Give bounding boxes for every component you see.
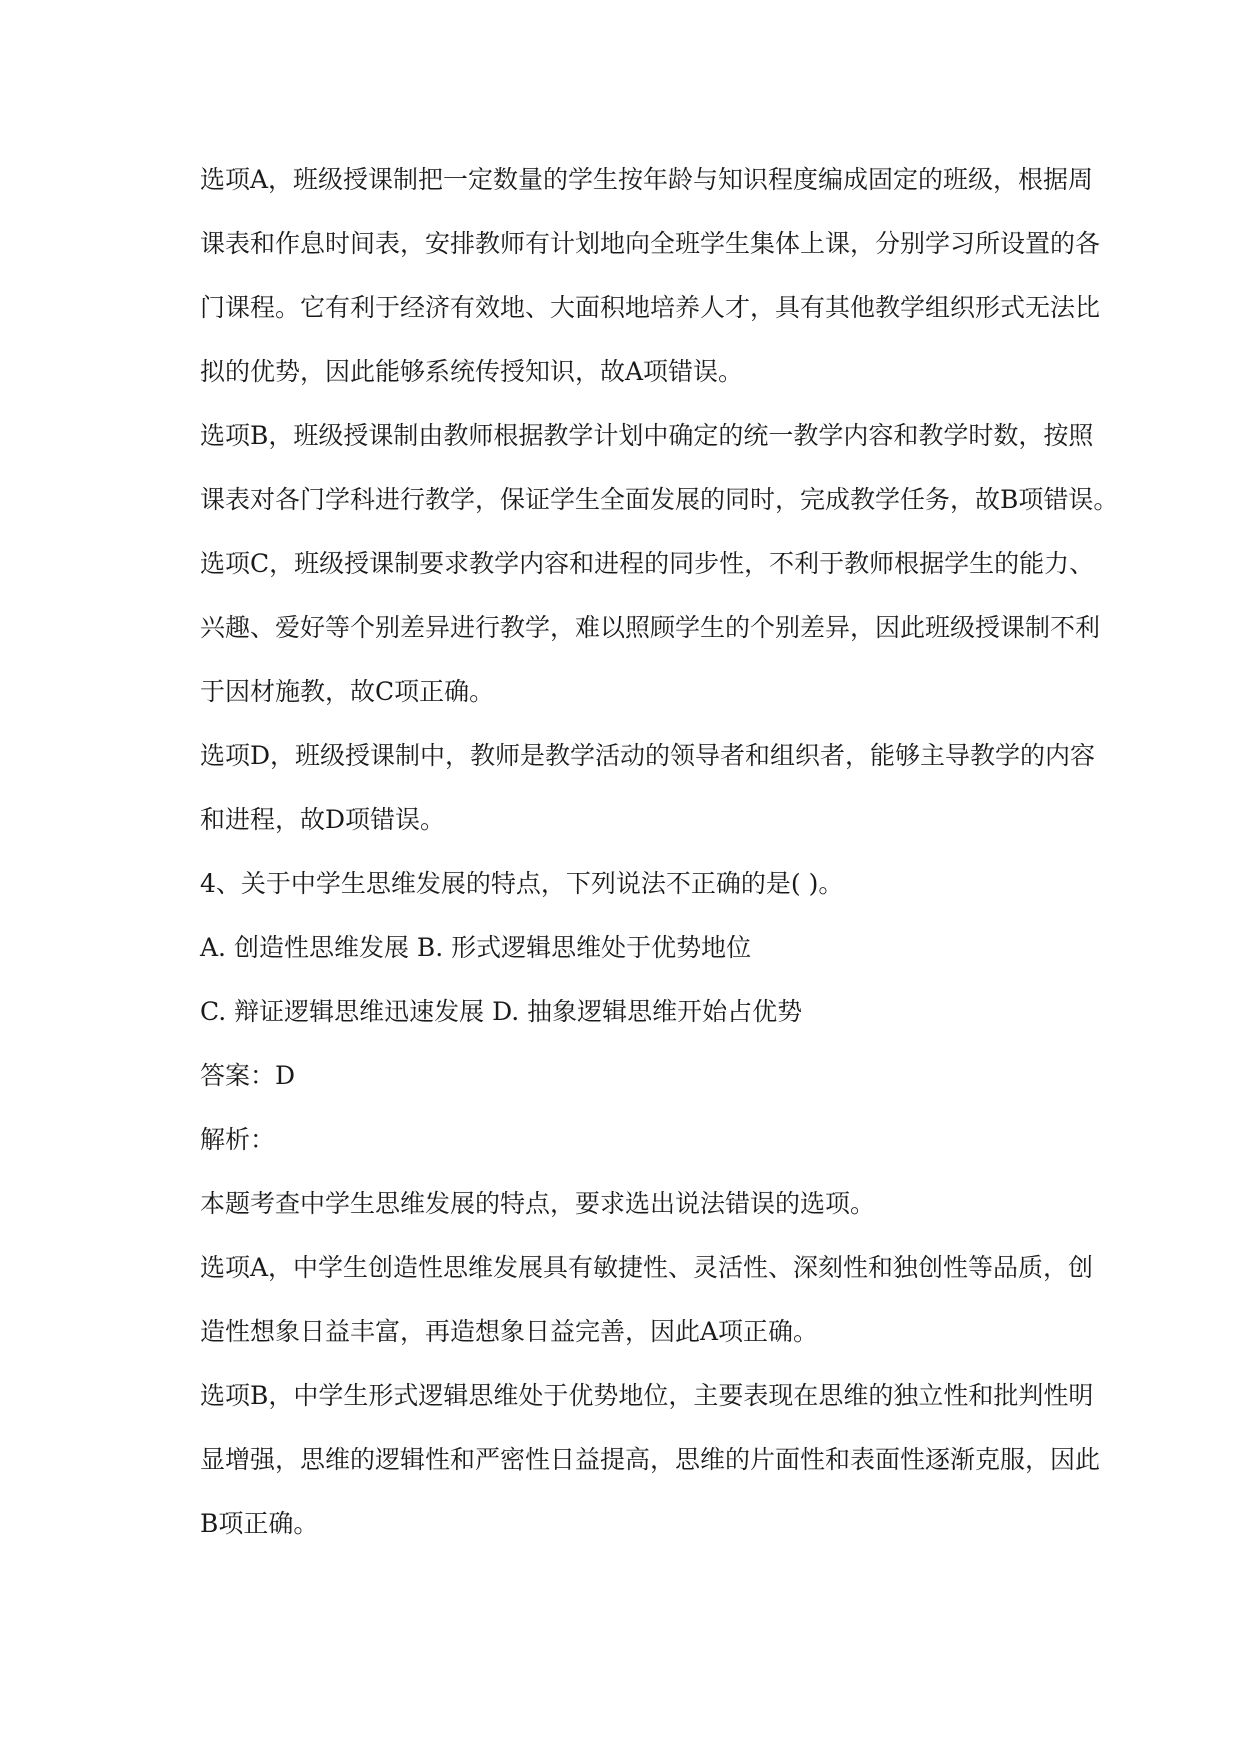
text-line: 选项B，班级授课制由教师根据教学计划中确定的统一教学内容和教学时数，按照 (200, 421, 1094, 450)
answer-options-ab: A. 创造性思维发展 B. 形式逻辑思维处于优势地位 (200, 933, 752, 962)
text-line: 拟的优势，因此能够系统传授知识，故A项错误。 (200, 357, 744, 386)
text-line: 选项D，班级授课制中，教师是教学活动的领导者和组织者，能够主导教学的内容 (200, 741, 1096, 770)
text-line: 门课程。它有利于经济有效地、大面积地培养人才，具有其他教学组织形式无法比 (200, 293, 1101, 322)
text-line: 显增强，思维的逻辑性和严密性日益提高，思维的片面性和表面性逐渐克服，因此 (200, 1445, 1101, 1474)
text-line: 课表和作息时间表，安排教师有计划地向全班学生集体上课，分别学习所设置的各 (200, 229, 1101, 258)
text-line: 课表对各门学科进行教学，保证学生全面发展的同时，完成教学任务，故B项错误。 (200, 485, 1119, 514)
text-line: 兴趣、爱好等个别差异进行教学，难以照顾学生的个别差异，因此班级授课制不利 (200, 613, 1101, 642)
text-line: 造性想象日益丰富，再造想象日益完善，因此A项正确。 (200, 1317, 819, 1346)
question-stem: 4、关于中学生思维发展的特点，下列说法不正确的是( )。 (200, 869, 844, 898)
text-line: 于因材施教，故C项正确。 (200, 677, 495, 706)
explanation-heading: 解析： (200, 1125, 276, 1154)
text-line: 选项A，班级授课制把一定数量的学生按年龄与知识程度编成固定的班级，根据周 (200, 165, 1094, 194)
text-line: B项正确。 (200, 1509, 319, 1538)
answer-key: 答案：D (200, 1061, 296, 1090)
text-line: 选项A，中学生创造性思维发展具有敏捷性、灵活性、深刻性和独创性等品质，创 (200, 1253, 1094, 1282)
text-line: 和进程，故D项错误。 (200, 805, 446, 834)
text-line: 本题考查中学生思维发展的特点，要求选出说法错误的选项。 (200, 1189, 876, 1218)
text-line: 选项B，中学生形式逻辑思维处于优势地位，主要表现在思维的独立性和批判性明 (200, 1381, 1094, 1410)
text-line: 选项C，班级授课制要求教学内容和进程的同步性，不利于教师根据学生的能力、 (200, 549, 1095, 578)
answer-options-cd: C. 辩证逻辑思维迅速发展 D. 抽象逻辑思维开始占优势 (200, 997, 803, 1026)
